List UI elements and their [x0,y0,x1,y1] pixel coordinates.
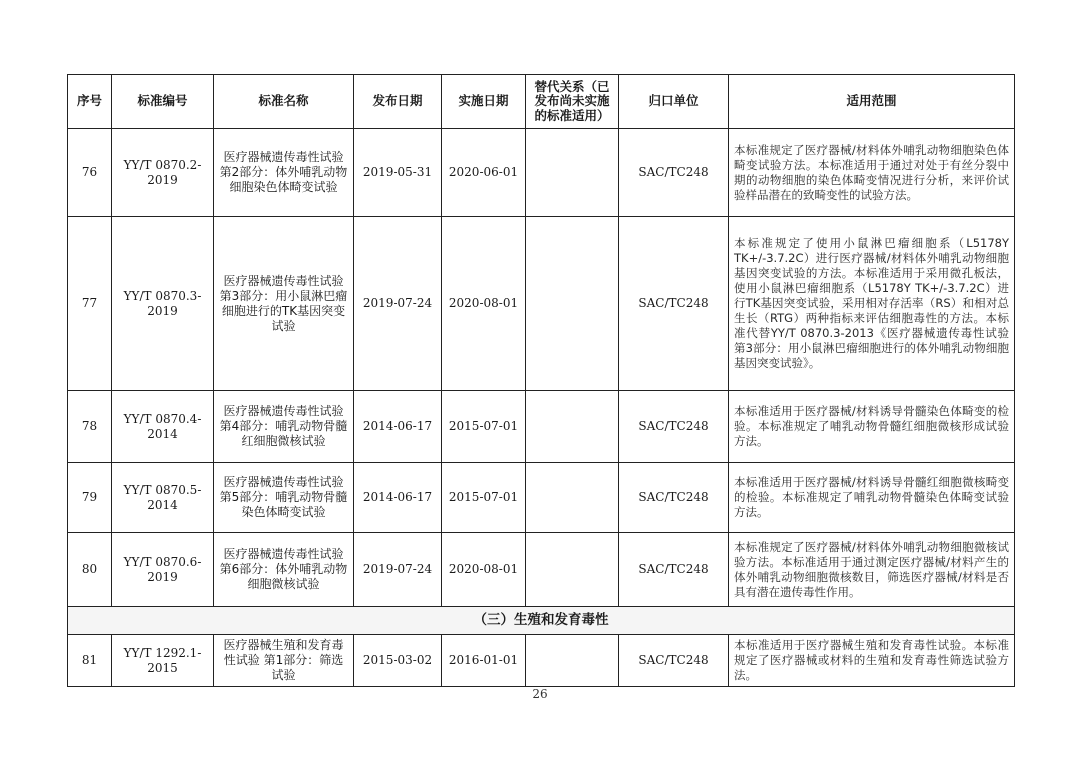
cell-publish: 2014-06-17 [354,463,442,533]
cell-code: YY/T 0870.5-2014 [112,463,214,533]
cell-seq: 76 [68,129,112,217]
cell-implement: 2015-07-01 [442,463,526,533]
cell-publish: 2019-07-24 [354,217,442,391]
cell-replace [526,129,619,217]
cell-replace [526,635,619,687]
cell-unit: SAC/TC248 [619,463,729,533]
cell-code: YY/T 0870.2-2019 [112,129,214,217]
cell-replace [526,533,619,607]
cell-replace [526,217,619,391]
cell-implement: 2020-08-01 [442,217,526,391]
header-seq: 序号 [68,75,112,129]
table-row [68,463,1015,533]
cell-publish: 2019-05-31 [354,129,442,217]
cell-name: 医疗器械遗传毒性试验 第4部分：哺乳动物骨髓红细胞微核试验 [214,391,354,463]
cell-seq: 78 [68,391,112,463]
cell-scope: 本标准规定了使用小鼠淋巴瘤细胞系（L5178Y TK+/-3.7.2C）进行医疗器械/材料体外哺乳动物细胞基因突变试验的方法。本标准适用于采用微孔板法，使用小鼠淋巴瘤细胞系（L5178Y TK+/-3.7.2C）进行TK基因突变试验，采用相对存活率（RS）和相对总生长（RTG）两种指标来评估细胞毒性的方法。本标准代替YY/T 0870.3-2013《医疗器械遗传毒性试验 第3部分：用小鼠淋巴瘤细胞进行的体外哺乳动物细胞基因突变试验》。 [729,217,1015,391]
table-row [68,217,1015,391]
cell-unit: SAC/TC248 [619,533,729,607]
cell-name: 医疗器械遗传毒性试验 第6部分：体外哺乳动物细胞微核试验 [214,533,354,607]
cell-scope: 本标准规定了医疗器械/材料体外哺乳动物细胞微核试验方法。本标准适用于通过测定医疗器械/材料产生的体外哺乳动物细胞微核数目，筛选医疗器械/材料是否具有潜在遗传毒性作用。 [729,533,1015,607]
cell-seq: 80 [68,533,112,607]
cell-unit: SAC/TC248 [619,391,729,463]
cell-seq: 79 [68,463,112,533]
cell-replace [526,463,619,533]
header-code: 标准编号 [112,75,214,129]
header-implement: 实施日期 [442,75,526,129]
cell-name: 医疗器械遗传毒性试验 第3部分：用小鼠淋巴瘤细胞进行的TK基因突变试验 [214,217,354,391]
cell-code: YY/T 0870.6-2019 [112,533,214,607]
table-row [68,391,1015,463]
header-row [68,75,1015,129]
cell-scope: 本标准适用于医疗器械生殖和发育毒性试验。本标准规定了医疗器械或材料的生殖和发育毒性筛选试验方法。 [729,635,1015,687]
cell-publish: 2019-07-24 [354,533,442,607]
standards-table [67,74,1015,687]
cell-implement: 2016-01-01 [442,635,526,687]
cell-publish: 2014-06-17 [354,391,442,463]
cell-seq: 77 [68,217,112,391]
cell-code: YY/T 0870.3-2019 [112,217,214,391]
table-row [68,533,1015,607]
header-scope: 适用范围 [729,75,1015,129]
cell-name: 医疗器械遗传毒性试验 第2部分：体外哺乳动物细胞染色体畸变试验 [214,129,354,217]
page-number: 26 [532,687,548,701]
header-unit: 归口单位 [619,75,729,129]
cell-implement: 2020-06-01 [442,129,526,217]
cell-unit: SAC/TC248 [619,129,729,217]
table-row [68,129,1015,217]
cell-replace [526,391,619,463]
cell-implement: 2020-08-01 [442,533,526,607]
cell-seq: 81 [68,635,112,687]
section-row [68,607,1015,635]
cell-publish: 2015-03-02 [354,635,442,687]
cell-unit: SAC/TC248 [619,217,729,391]
cell-name: 医疗器械生殖和发育毒性试验 第1部分：筛选试验 [214,635,354,687]
cell-code: YY/T 1292.1-2015 [112,635,214,687]
cell-scope: 本标准规定了医疗器械/材料体外哺乳动物细胞染色体畸变试验方法。本标准适用于通过对处于有丝分裂中期的动物细胞的染色体畸变情况进行分析，来评价试验样品潜在的致畸变性的试验方法。 [729,129,1015,217]
cell-scope: 本标准适用于医疗器械/材料诱导骨髓染色体畸变的检验。本标准规定了哺乳动物骨髓红细胞微核形成试验方法。 [729,391,1015,463]
cell-scope: 本标准适用于医疗器械/材料诱导骨髓红细胞微核畸变的检验。本标准规定了哺乳动物骨髓染色体畸变试验方法。 [729,463,1015,533]
cell-implement: 2015-07-01 [442,391,526,463]
cell-name: 医疗器械遗传毒性试验 第5部分：哺乳动物骨髓染色体畸变试验 [214,463,354,533]
header-publish: 发布日期 [354,75,442,129]
section-heading: （三）生殖和发育毒性 [68,607,1015,635]
table-row [68,635,1015,687]
header-name: 标准名称 [214,75,354,129]
cell-unit: SAC/TC248 [619,635,729,687]
cell-code: YY/T 0870.4-2014 [112,391,214,463]
header-replace: 替代关系（已发布尚未实施的标准适用） [526,75,619,129]
